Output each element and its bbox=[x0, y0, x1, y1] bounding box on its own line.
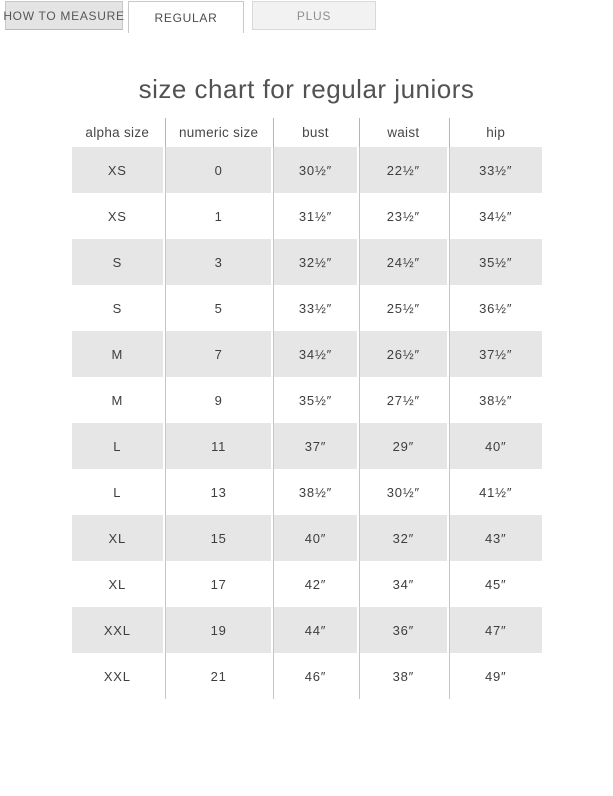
table-cell: XL bbox=[72, 561, 164, 607]
table-cell: 29″ bbox=[359, 423, 447, 469]
table-row bbox=[72, 239, 542, 285]
size-table bbox=[70, 118, 544, 699]
column-header: bust bbox=[273, 118, 357, 147]
table-cell: 49″ bbox=[449, 653, 542, 699]
table-row bbox=[72, 377, 542, 423]
table-cell: S bbox=[72, 285, 164, 331]
table-cell: M bbox=[72, 377, 164, 423]
table-cell: 30½″ bbox=[359, 469, 447, 515]
column-header: numeric size bbox=[165, 118, 271, 147]
table-cell: 35½″ bbox=[273, 377, 357, 423]
table-cell: 19 bbox=[165, 607, 271, 653]
table-cell: L bbox=[72, 469, 164, 515]
table-cell: 38½″ bbox=[449, 377, 542, 423]
table-cell: 46″ bbox=[273, 653, 357, 699]
table-cell: 33½″ bbox=[273, 285, 357, 331]
table-cell: 33½″ bbox=[449, 147, 542, 193]
table-cell: 26½″ bbox=[359, 331, 447, 377]
tab-bar bbox=[0, 0, 613, 35]
table-cell: 30½″ bbox=[273, 147, 357, 193]
table-cell: 41½″ bbox=[449, 469, 542, 515]
column-header: hip bbox=[449, 118, 542, 147]
table-row bbox=[72, 285, 542, 331]
table-cell: 34½″ bbox=[273, 331, 357, 377]
column-header: waist bbox=[359, 118, 447, 147]
table-row bbox=[72, 607, 542, 653]
table-cell: L bbox=[72, 423, 164, 469]
table-cell: 43″ bbox=[449, 515, 542, 561]
table-cell: 37″ bbox=[273, 423, 357, 469]
table-cell: 35½″ bbox=[449, 239, 542, 285]
table-row bbox=[72, 515, 542, 561]
table-row bbox=[72, 423, 542, 469]
tab-regular[interactable]: REGULAR bbox=[128, 1, 244, 33]
table-cell: M bbox=[72, 331, 164, 377]
table-cell: 36½″ bbox=[449, 285, 542, 331]
table-cell: 1 bbox=[165, 193, 271, 239]
table-row bbox=[72, 147, 542, 193]
table-cell: 38½″ bbox=[273, 469, 357, 515]
table-cell: 13 bbox=[165, 469, 271, 515]
table-cell: 27½″ bbox=[359, 377, 447, 423]
page-title: size chart for regular juniors bbox=[138, 74, 475, 104]
table-cell: 47″ bbox=[449, 607, 542, 653]
table-cell: 11 bbox=[165, 423, 271, 469]
table-cell: 0 bbox=[165, 147, 271, 193]
table-cell: 32″ bbox=[359, 515, 447, 561]
table-cell: 34½″ bbox=[449, 193, 542, 239]
table-row bbox=[72, 561, 542, 607]
table-cell: 32½″ bbox=[273, 239, 357, 285]
table-cell: 15 bbox=[165, 515, 271, 561]
table-cell: XS bbox=[72, 193, 164, 239]
table-cell: XL bbox=[72, 515, 164, 561]
table-cell: XXL bbox=[72, 653, 164, 699]
table-cell: 17 bbox=[165, 561, 271, 607]
table-cell: 21 bbox=[165, 653, 271, 699]
table-cell: 45″ bbox=[449, 561, 542, 607]
table-cell: 40″ bbox=[449, 423, 542, 469]
table-row bbox=[72, 469, 542, 515]
table-cell: 38″ bbox=[359, 653, 447, 699]
table-cell: 36″ bbox=[359, 607, 447, 653]
table-cell: 44″ bbox=[273, 607, 357, 653]
table-row bbox=[72, 653, 542, 699]
tab-plus[interactable]: PLUS bbox=[252, 1, 376, 30]
table-row bbox=[72, 193, 542, 239]
table-cell: 3 bbox=[165, 239, 271, 285]
table-cell: 5 bbox=[165, 285, 271, 331]
table-cell: 37½″ bbox=[449, 331, 542, 377]
table-cell: 40″ bbox=[273, 515, 357, 561]
table-cell: 42″ bbox=[273, 561, 357, 607]
table-cell: 7 bbox=[165, 331, 271, 377]
table-body bbox=[72, 147, 542, 699]
tab-how-to-measure[interactable]: HOW TO MEASURE bbox=[5, 1, 123, 30]
table-cell: 34″ bbox=[359, 561, 447, 607]
table-header-row bbox=[72, 118, 542, 147]
table-cell: 9 bbox=[165, 377, 271, 423]
table-cell: 22½″ bbox=[359, 147, 447, 193]
table-cell: 31½″ bbox=[273, 193, 357, 239]
table-cell: S bbox=[72, 239, 164, 285]
table-cell: XXL bbox=[72, 607, 164, 653]
column-header: alpha size bbox=[85, 125, 150, 140]
table-row bbox=[72, 331, 542, 377]
table-cell: 25½″ bbox=[359, 285, 447, 331]
table-cell: XS bbox=[72, 147, 164, 193]
table-cell: 24½″ bbox=[359, 239, 447, 285]
table-cell: 23½″ bbox=[359, 193, 447, 239]
